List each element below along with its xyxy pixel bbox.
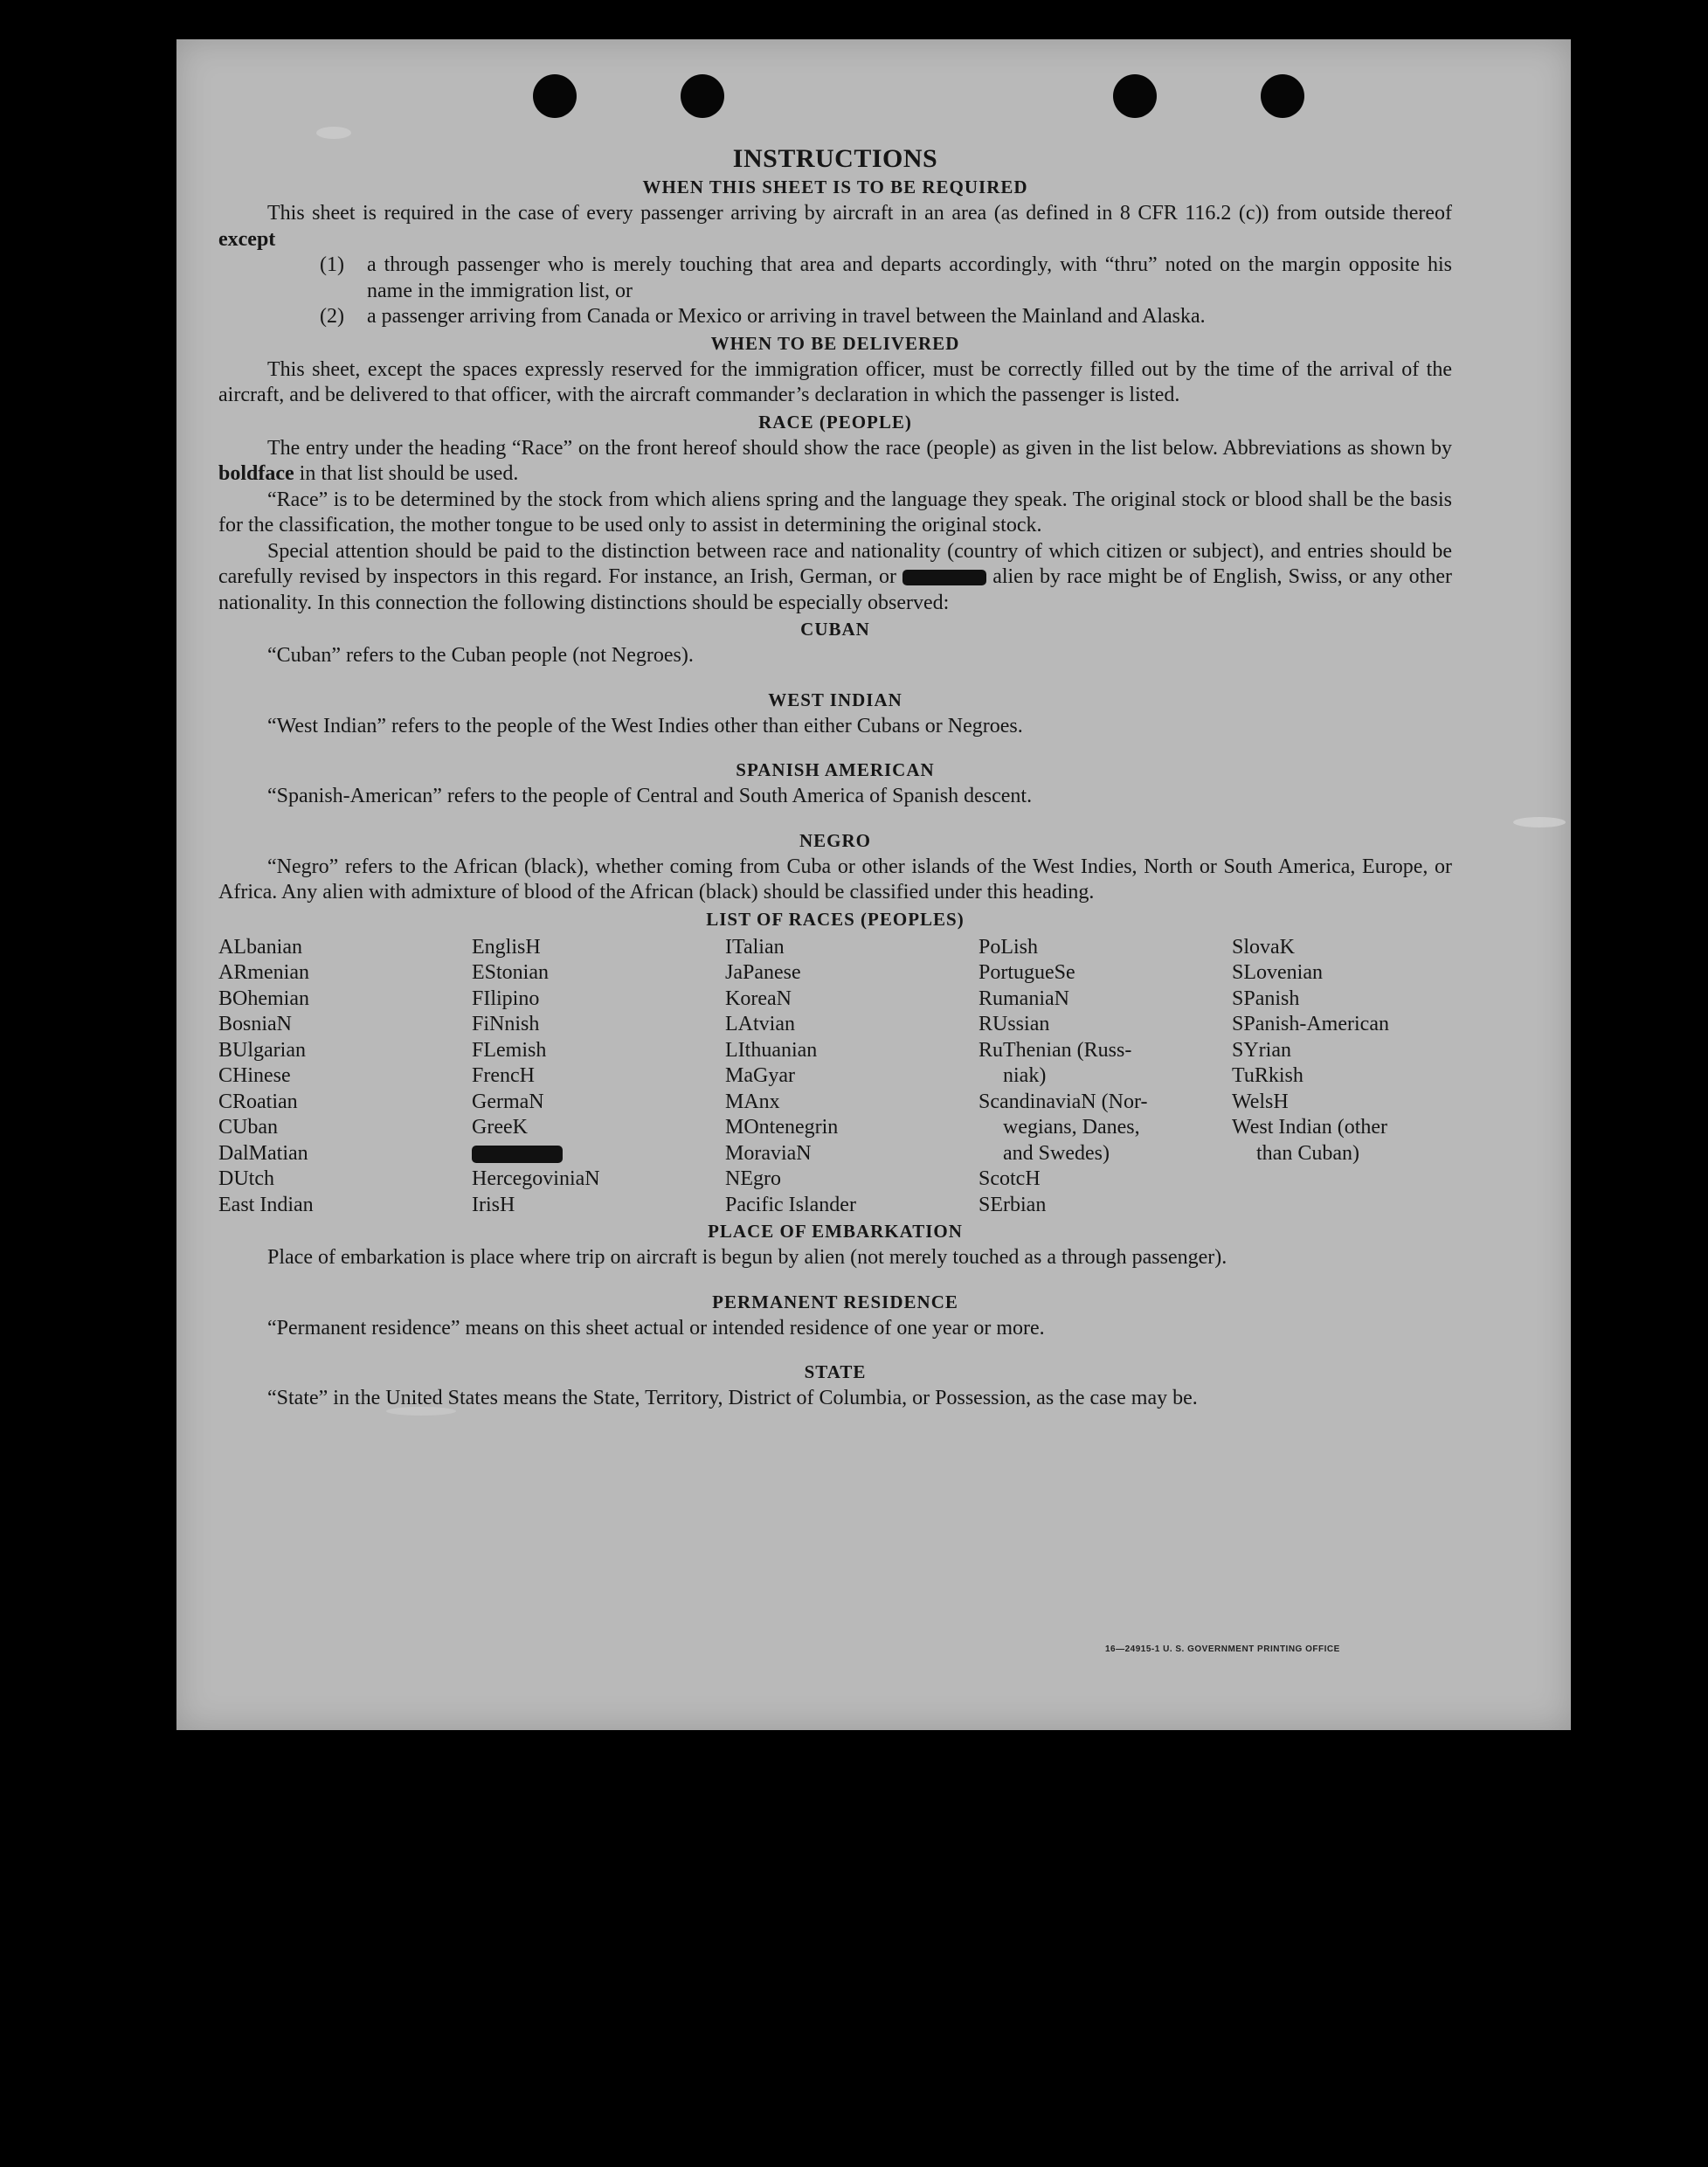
spacer: [218, 1341, 1452, 1359]
page-title: INSTRUCTIONS: [732, 144, 938, 173]
race-item: SlovaK: [1232, 935, 1295, 959]
race-column: [978, 935, 1232, 1219]
race-item: LAtvian: [725, 1013, 795, 1035]
section-heading-delivered: WHEN TO BE DELIVERED: [710, 332, 960, 354]
race-item: ALbanian: [218, 935, 302, 959]
race-item: SYrian: [1232, 1038, 1291, 1062]
race-item: SPanish: [1232, 987, 1300, 1010]
race-p3-text-end: alien by race might be of English, Swiss, or any other nationality. In this connection the following distinctions should be especially observed:: [218, 565, 1452, 614]
race-paragraph-1: [218, 436, 1452, 488]
race-item: JaPanese: [725, 961, 801, 984]
race-item-continuation: wegians, Danes,: [1003, 1116, 1140, 1139]
race-item: GermaN: [472, 1090, 544, 1113]
section-heading-cuban: CUBAN: [800, 619, 870, 640]
race-item: PortugueSe: [978, 961, 1075, 984]
race-item: RuThenian (Russ-: [978, 1038, 1132, 1062]
negro-text: “Negro” refers to the African (black), whether coming from Cuba or other islands of the West Indies, North or South America, Europe, or Africa. Any alien with admixture of blood of the African (black) should be classified under this heading.: [218, 855, 1452, 903]
redaction-mark: [472, 1146, 563, 1163]
west-indian-text: “West Indian” refers to the people of the West Indies other than either Cubans or Negroes.: [267, 714, 1023, 737]
race-item: PoLish: [978, 935, 1039, 959]
list-item: [218, 253, 1452, 304]
required-intro-text: This sheet is required in the case of every passenger arriving by aircraft in an area (as defined in 8 CFR 116.2 (c)) from outside thereof: [267, 202, 1452, 225]
race-item: ScotcH: [978, 1167, 1041, 1190]
race-item: ARmenian: [218, 961, 309, 984]
race-item: BosniaN: [218, 1013, 292, 1035]
race-item: EStonian: [472, 961, 549, 984]
punch-hole: [1113, 74, 1157, 118]
race-column: [1232, 935, 1452, 1219]
race-item: CRoatian: [218, 1090, 298, 1113]
race-item: BOhemian: [218, 987, 309, 1010]
race-item: GreeK: [472, 1116, 528, 1139]
race-item: IrisH: [472, 1193, 515, 1216]
spacer: [218, 669, 1452, 687]
cuban-text: “Cuban” refers to the Cuban people (not Negroes).: [267, 644, 694, 667]
race-item: HercegoviniaN: [472, 1167, 600, 1190]
race-item-redacted: [472, 1141, 725, 1167]
race-item: BUlgarian: [218, 1038, 306, 1062]
race-item: FIlipino: [472, 987, 540, 1010]
embarkation-text: Place of embarkation is place where trip on aircraft is begun by alien (not merely touched as a through passenger).: [267, 1246, 1227, 1269]
race-p1-bold: boldface: [218, 462, 294, 485]
race-item: KoreaN: [725, 987, 792, 1010]
instructions-content: [218, 144, 1452, 1412]
printing-office-code: 16—24915-1 U. S. GOVERNMENT PRINTING OFFICE: [1105, 1644, 1340, 1654]
race-item: RUssian: [978, 1013, 1050, 1035]
spacer: [218, 810, 1452, 827]
race-item: NEgro: [725, 1167, 781, 1190]
section-heading-list-of-races: LIST OF RACES (PEOPLES): [706, 908, 965, 930]
spanish-american-text: “Spanish-American” refers to the people of Central and South America of Spanish descent.: [267, 785, 1033, 807]
race-list-grid: [218, 935, 1452, 1219]
race-item: SErbian: [978, 1193, 1047, 1216]
race-item: MAnx: [725, 1090, 780, 1113]
spacer: [218, 1271, 1452, 1289]
race-p1-text: The entry under the heading “Race” on the front hereof should show the race (people) as given in the list below. Abbreviations as shown by: [267, 436, 1452, 460]
punch-hole: [681, 74, 724, 118]
punch-hole: [1261, 74, 1304, 118]
scan-speck: [1513, 817, 1566, 827]
race-item: MOntenegrin: [725, 1116, 839, 1139]
race-item-continuation: niak): [1003, 1064, 1047, 1087]
race-item: MaGyar: [725, 1064, 795, 1087]
race-item-continuation: than Cuban): [1256, 1141, 1359, 1165]
item-text: a passenger arriving from Canada or Mexico or arriving in travel between the Mainland and Alaska.: [367, 305, 1206, 328]
race-item: MoraviaN: [725, 1141, 812, 1165]
race-p3-text: Special attention should be paid to the distinction between race and nationality (country of which citizen or subject), and entries should be carefully revised by inspectors in this regard. For instance, an Irish, German, or: [218, 539, 1452, 588]
race-column: [472, 935, 725, 1219]
race-item-continuation: and Swedes): [1003, 1141, 1110, 1165]
race-item: CHinese: [218, 1064, 291, 1087]
residence-text: “Permanent residence” means on this sheet actual or intended residence of one year or more.: [267, 1316, 1045, 1340]
section-heading-negro: NEGRO: [799, 829, 871, 851]
instruction-sheet: [176, 39, 1571, 1730]
spacer: [218, 739, 1452, 757]
scan-speck: [316, 127, 351, 139]
race-item: DUtch: [218, 1167, 274, 1190]
item-number: (2): [320, 305, 344, 328]
race-item: CUban: [218, 1116, 278, 1139]
race-item: EnglisH: [472, 935, 541, 959]
race-item: ScandinaviaN (Nor-: [978, 1090, 1148, 1113]
section-heading-west-indian: WEST INDIAN: [768, 689, 902, 710]
race-item: ITalian: [725, 935, 785, 959]
section-heading-state: STATE: [804, 1361, 867, 1382]
race-item: DalMatian: [218, 1141, 308, 1165]
race-item: Pacific Islander: [725, 1193, 856, 1216]
race-item: East Indian: [218, 1193, 314, 1216]
redaction-mark: [902, 570, 986, 585]
race-column: [218, 935, 472, 1219]
state-text: “State” in the United States means the State, Territory, District of Columbia, or Possession, as the case may be.: [267, 1387, 1198, 1409]
item-text: a through passenger who is merely touching that area and departs accordingly, with “thru” noted on the margin opposite his name in the immigration list, or: [367, 253, 1452, 302]
section-heading-residence: PERMANENT RESIDENCE: [712, 1291, 958, 1312]
race-p1-text-end: in that list should be used.: [294, 462, 519, 485]
delivered-text: This sheet, except the spaces expressly reserved for the immigration officer, must be correctly filled out by the time of the arrival of the aircraft, and be delivered to that officer, with the aircraft commander’s declaration in which the passenger is listed.: [218, 357, 1452, 406]
required-intro-bold: except: [218, 227, 276, 251]
item-number: (1): [320, 253, 344, 276]
race-item: LIthuanian: [725, 1038, 818, 1062]
section-heading-required: WHEN THIS SHEET IS TO BE REQUIRED: [642, 177, 1028, 197]
race-item: SLovenian: [1232, 961, 1323, 984]
list-item: [218, 304, 1452, 330]
race-item: TuRkish: [1232, 1064, 1303, 1087]
section-heading-embarkation: PLACE OF EMBARKATION: [708, 1221, 963, 1242]
race-item: SPanish-American: [1232, 1013, 1389, 1035]
race-paragraph-3: [218, 539, 1452, 617]
race-item: FrencH: [472, 1064, 535, 1087]
race-item: WelsH: [1232, 1090, 1289, 1113]
race-item: West Indian (other: [1232, 1116, 1388, 1139]
section-heading-spanish-american: SPANISH AMERICAN: [736, 759, 935, 780]
race-column: [725, 935, 978, 1219]
required-intro: [218, 201, 1452, 253]
race-paragraph-2: “Race” is to be determined by the stock from which aliens spring and the language they speak. The original stock or blood shall be the basis for the classification, the mother tongue to be used only to assist in determining the original stock.: [218, 488, 1452, 537]
race-item: FiNnish: [472, 1013, 540, 1035]
section-heading-race: RACE (PEOPLE): [758, 411, 912, 433]
race-item: FLemish: [472, 1038, 547, 1062]
race-item: RumaniaN: [978, 987, 1069, 1010]
punch-hole: [533, 74, 577, 118]
